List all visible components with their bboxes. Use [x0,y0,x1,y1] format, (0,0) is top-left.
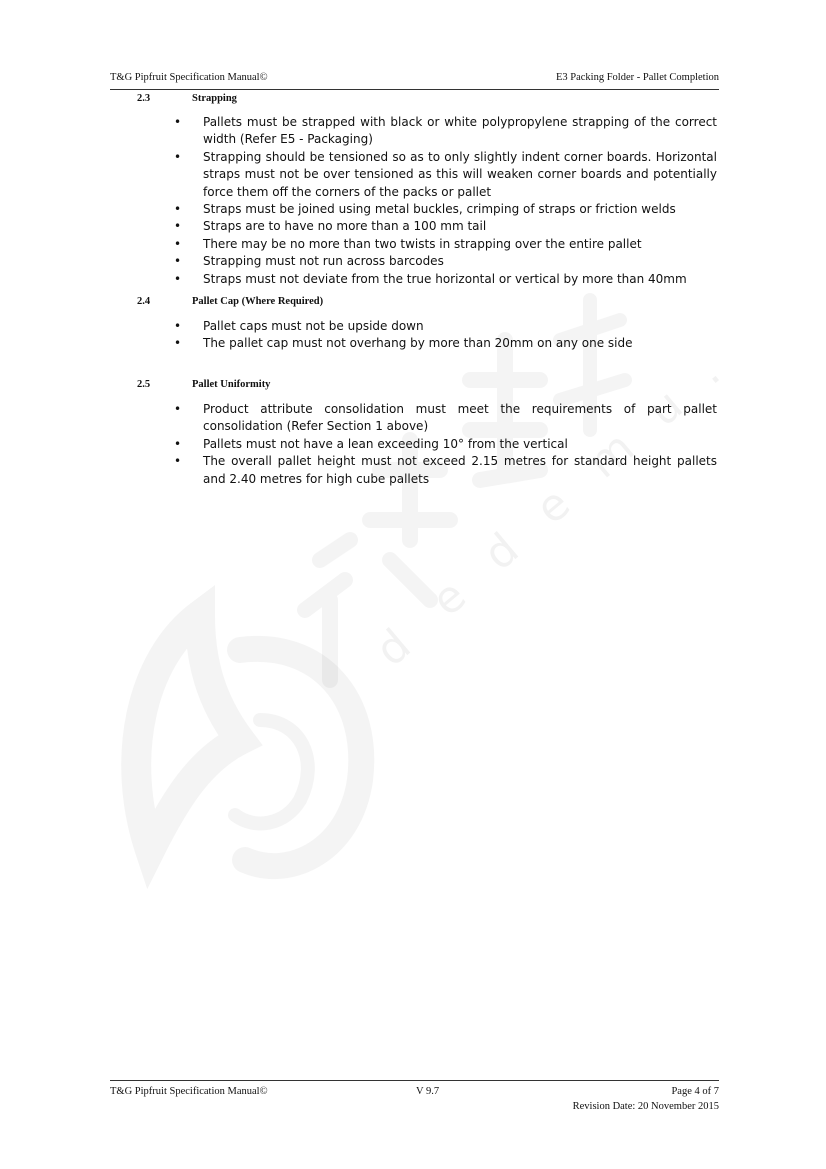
svg-text:u: u [638,379,693,437]
bullet-icon: • [174,149,182,164]
list-item [174,218,717,235]
section-title-pallet-uniformity: Pallet Uniformity [192,379,271,390]
footer-page-number: Page 4 of 7 [671,1086,719,1097]
list-item [174,335,717,352]
list-item [174,436,717,453]
pallet-uniformity-bullet-list [174,401,717,488]
header-rule [110,89,719,90]
footer-revision-date: Revision Date: 20 November 2015 [572,1101,719,1112]
strapping-bullet-list [174,114,717,288]
pallet-cap-bullet-list [174,318,717,353]
bullet-icon: • [174,319,182,333]
list-item [174,401,717,436]
svg-text:.: . [686,346,730,395]
list-item-text: There may be no more than two twists in strapping over the entire pallet [203,236,642,251]
svg-text:e: e [422,569,476,627]
section-title-pallet-cap: Pallet Cap (Where Required) [192,296,324,307]
list-item [174,149,717,201]
list-item-text: Strapping must not run across barcodes [203,254,444,269]
bullet-icon: • [174,236,182,251]
list-item [174,453,717,488]
list-item-text: The pallet cap must not overhang by more than 20mm on any one side [203,336,633,351]
section-title-strapping: Strapping [192,93,237,104]
list-item-text: Straps are to have no more than a 100 mm tail [203,219,487,234]
bullet-icon: • [174,202,182,217]
header-right-text: E3 Packing Folder - Pallet Completion [555,72,719,83]
list-item-text: Pallets must be strapped with black or white polypropylene strapping of the correct width (Refer E5 - Packaging) [203,115,717,147]
svg-text:d: d [366,619,421,677]
svg-text:d: d [474,523,529,581]
list-item-text: Strapping should be tensioned so as to only slightly indent corner boards. Horizontal straps must not be over tensioned as this will weaken corner boards and potentially force them off the corners of the packs or pallet [203,149,717,199]
svg-text:e: e [526,477,580,535]
list-item [174,236,717,253]
bullet-icon: • [174,271,182,286]
footer-version: V 9.7 [416,1086,440,1097]
bullet-icon: • [174,219,182,234]
bullet-icon: • [174,115,182,129]
section-number: 2.4 [137,296,151,307]
bullet-icon: • [174,454,182,469]
footer-rule [110,1080,719,1081]
svg-text:m: m [578,421,644,489]
section-number: 2.5 [137,379,151,390]
list-item [174,201,717,218]
list-item-text: Straps must be joined using metal buckles, crimping of straps or friction welds [203,202,676,217]
list-item-text: Product attribute consolidation must meet the requirements of part pallet consolidation (Refer Section 1 above) [203,402,717,434]
list-item-text: Pallet caps must not be upside down [203,319,424,333]
list-item [174,253,717,270]
list-item-text: The overall pallet height must not exceed 2.15 metres for standard height pallets and 2.40 metres for high cube pallets [203,454,717,486]
bullet-icon: • [174,436,182,451]
footer-left-text: T&G Pipfruit Specification Manual© [110,1086,268,1097]
header-left-text: T&G Pipfruit Specification Manual© [110,72,268,83]
list-item-text: Pallets must not have a lean exceeding 10° from the vertical [203,436,568,451]
bullet-icon: • [174,402,182,416]
list-item [174,114,717,149]
list-item [174,318,717,335]
bullet-icon: • [174,254,182,269]
section-number: 2.3 [137,93,151,104]
list-item-text: Straps must not deviate from the true horizontal or vertical by more than 40mm [203,271,687,286]
list-item [174,271,717,288]
bullet-icon: • [174,336,182,351]
